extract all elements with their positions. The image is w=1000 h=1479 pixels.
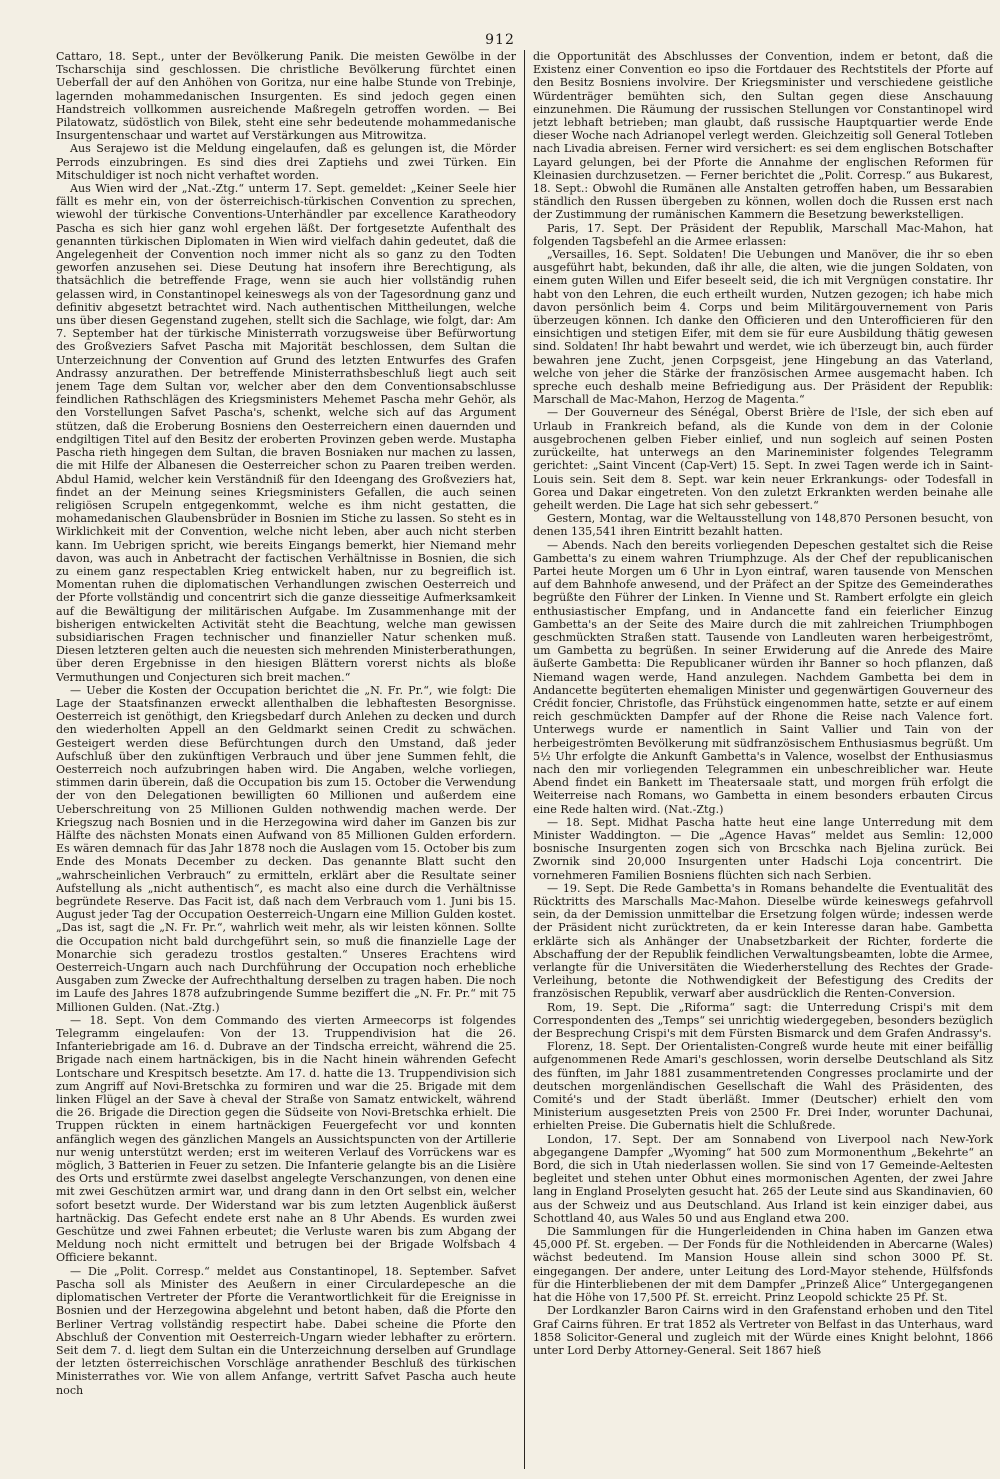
- paragraph: London, 17. Sept. Der am Sonnabend von Liverpool nach New-York abgegangene Dampfer „Wyoming“ hat 500 zum Mormonenthum „Bekehrte“ an Bord, die sich in Utah niederlassen wollen. Sie sind von 17 Gemeinde-Aeltesten begleitet und stehen unter Obhut eines mormonischen Agenten, der zwei Jahre lang in England Proselyten gesucht hat. 265 der Leute sind aus Skandinavien, 60 aus der Schweiz und aus Deutschland. Aus Irland ist kein einziger dabei, aus Schottland 40, aus Wales 50 und aus England etwa 200.: [533, 1132, 993, 1225]
- paragraph: — Der Gouverneur des Sénégal, Oberst Brière de l'Isle, der sich eben auf Urlaub in Frankreich befand, als die Kunde von dem in der Colonie ausgebrochenen gelben Fieber einlief, und nun sogleich auf seinen Posten zurückeilte, hat unterwegs an den Marineminister folgendes Telegramm gerichtet: „Saint Vincent (Cap-Vert) 15. Sept. In zwei Tagen werde ich in Saint-Louis sein. Seit dem 8. Sept. war kein neuer Erkrankungs- oder Todesfall in Gorea und Dakar eingetreten. Von den zuletzt Erkrankten werden beinahe alle geheilt werden. Die Lage hat sich sehr gebessert.“: [533, 406, 993, 512]
- article-columns: [56, 50, 993, 1469]
- left-column: [56, 50, 516, 1469]
- paragraph: Paris, 17. Sept. Der Präsident der Republik, Marschall Mac-Mahon, hat folgenden Tagsbefehl an die Armee erlassen:: [533, 221, 993, 248]
- paragraph: Rom, 19. Sept. Die „Riforma“ sagt: die Unterredung Crispi's mit dem Correspondenten des „Temps“ sei unrichtig wiedergegeben, besonders bezüglich der Besprechung Crispi's mit dem Fürsten Bismarck und dem Grafen Andrassy's.: [533, 1000, 993, 1041]
- paragraph: „Versailles, 16. Sept. Soldaten! Die Uebungen und Manöver, die ihr so eben ausgeführt habt, bekunden, daß ihr alle, die alten, wie die jungen Soldaten, von einem guten Willen und Eifer beseelt seid, die ich mit Vergnügen constatire. Ihr habt von den Lehren, die euch ertheilt wurden, Nutzen gezogen; ich habe mich davon persönlich beim 4. Corps und beim Militärgouvernement von Paris überzeugen können. Ich danke den Officieren und den Unterofficieren für den einsichtigen und stetigen Eifer, mit dem sie für eure Ausbildung thätig gewesen sind. Soldaten! Ihr habt bewahrt und werdet, wie ich überzeugt bin, auch fürder bewahren jene Zucht, jenen Corpsgeist, jene Hingebung an das Vaterland, welche von jeher die Stärke der französischen Armee ausgemacht haben. Ich spreche euch deshalb meine Befriedigung aus. Der Präsident der Republik: Marschall de Mac-Mahon, Herzog de Magenta.“: [533, 248, 993, 407]
- paragraph: — 18. Sept. Midhat Pascha hatte heut eine lange Unterredung mit dem Minister Waddington. — Die „Agence Havas“ meldet aus Semlin: 12,000 bosnische Insurgenten zogen sich von Brcschka nach Bjelina zurück. Bei Zwornik sind 20,000 Insurgenten unter Hadschi Loja concentrirt. Die vornehmeren Familien Bosniens flüchten sich nach Serbien.: [533, 815, 993, 882]
- paragraph: — Abends. Nach den bereits vorliegenden Depeschen gestaltet sich die Reise Gambetta's zu einem wahren Triumphzuge. Als der Chef der republicanischen Partei heute Morgen um 6 Uhr in Lyon eintraf, waren tausende von Menschen auf dem Bahnhofe anwesend, und der Präfect an der Spitze des Gemeinderathes begrüßte den Führer der Linken. In Vienne und St. Rambert erfolgte ein gleich enthusiastischer Empfang, und in Andancette fand ein feierlicher Einzug Gambetta's an der Seite des Maire durch die mit zahlreichen Triumphbogen geschmückten Straßen statt. Tausende von Landleuten waren herbeigeströmt, um Gambetta zu begrüßen. In seiner Erwiderung auf die Anrede des Maire äußerte Gambetta: Die Republicaner würden ihr Banner so hoch pflanzen, daß Niemand wagen werde, Hand anzulegen. Nachdem Gambetta bei dem in Andancette begüterten ehemaligen Minister und gegenwärtigen Gouverneur des Crédit foncier, Christofle, das Frühstück eingenommen hatte, setzte er auf einem reich geschmückten Dampfer auf der Rhone die Reise nach Valence fort. Unterwegs wurde er namentlich in Saint Vallier und Tain von der herbeigeströmten Bevölkerung mit südfranzösischem Enthusiasmus begrüßt. Um 5½ Uhr erfolgte die Ankunft Gambetta's in Valence, woselbst der Enthusiasmus nach den mir vorliegenden Telegrammen ein unbeschreiblicher war. Heute Abend findet ein Bankett im Theatersaale statt, und morgen früh erfolgt die Weiterreise nach Romans, wo Gambetta in einem besonders erbauten Circus eine Rede halten wird. (Nat.-Ztg.): [533, 538, 993, 816]
- paragraph: Florenz, 18. Sept. Der Orientalisten-Congreß wurde heute mit einer beifällig aufgenommenen Rede Amari's geschlossen, worin derselbe Deutschland als Sitz des fünften, im Jahr 1881 zusammentretenden Congresses proclamirte und der deutschen morgenländischen Gesellschaft die Wahl des Präsidenten, des Comité's und der Stadt überläßt. Immer (Deutscher) erhielt den vom Ministerium ausgesetzten Preis von 2500 Fr. Drei Inder, worunter Dachunai, erhielten Preise. Die Gubernatis hielt die Schlußrede.: [533, 1040, 993, 1133]
- paragraph: die Opportunität des Abschlusses der Convention, indem er betont, daß die Existenz einer Convention eo ipso die Fortdauer des Rechtstitels der Pforte auf den Besitz Bosniens involvire. Der Kriegsminister und verschiedene geistliche Würdenträger bemühten sich, den Sultan gegen diese Anschauung einzunehmen. Die Räumung der russischen Stellungen vor Constantinopel wird jetzt lebhaft betrieben; man glaubt, daß russische Hauptquartier werde Ende dieser Woche nach Adrianopel verlegt werden. Gleichzeitig soll General Totleben nach Livadia abreisen. Ferner wird versichert: es sei dem englischen Botschafter Layard gelungen, bei der Pforte die Annahme der englischen Reformen für Kleinasien durchzusetzen. — Ferner berichtet die „Polit. Corresp.“ aus Bukarest, 18. Sept.: Obwohl die Rumänen alle Anstalten getroffen haben, um Bessarabien ständlich den Russen übergeben zu können, wollen doch die Russen erst nach der Zustimmung der rumänischen Kammern die Besetzung bewerkstelligen.: [533, 50, 993, 222]
- paragraph: — 18. Sept. Von dem Commando des vierten Armeecorps ist folgendes Telegramm eingelaufen: Von der 13. Truppendivision hat die 26. Infanteriebrigade am 16. d. Dubrave an der Tindscha erreicht, während die 25. Brigade nach einem hartnäckigen, bis in die Nacht hinein währenden Gefecht Lontschare und Krespitsch besetzte. Am 17. d. hatte die 13. Truppendivision sich zum Angriff auf Novi-Bretschka zu formiren und war die 25. Brigade mit dem linken Flügel an der Save à cheval der Straße von Samatz entwickelt, während die 26. Brigade die Direction gegen die Südseite von Novi-Bretschka erhielt. Die Truppen rückten in einem hartnäckigen Feuergefecht vor und konnten anfänglich wegen des gänzlichen Mangels an Aussichtspuncten von der Artillerie nur wenig unterstützt werden; erst im weiteren Verlauf des Vorrückens war es möglich, 3 Batterien in Feuer zu setzen. Die Infanterie gelangte bis an die Lisière des Orts und erstürmte zwei daselbst angelegte Verschanzungen, von denen eine mit zwei Geschützen armirt war, und drang dann in den Ort selbst ein, welcher sofort besetzt wurde. Der Widerstand war bis zum letzten Augenblick äußerst hartnäckig. Das Gefecht endete erst nahe an 8 Uhr Abends. Es wurden zwei Geschütze und zwei Fahnen erbeutet; die Verluste waren bis zum Abgang der Meldung noch nicht ermittelt und betrugen bei der Brigade Wolfsbach 4 Officiere bekannt.: [56, 1013, 516, 1265]
- paragraph: Aus Wien wird der „Nat.-Ztg.“ unterm 17. Sept. gemeldet: „Keiner Seele hier fällt es mehr ein, von der österreichisch-türkischen Convention zu sprechen, wiewohl der türkische Conventions-Unterhändler par excellence Karatheodory Pascha es sich hier ganz wohl ergehen läßt. Der fortgesetzte Aufenthalt des genannten türkischen Diplomaten in Wien wird vielfach dahin gedeutet, daß die Angelegenheit der Convention noch immer nicht als so ganz zu den Todten geworfen anzusehen sei. Diese Deutung hat insofern ihre Berechtigung, als thatsächlich die betreffende Frage, wenn sie auch hier vollständig ruhen gelassen wird, in Constantinopel keineswegs als von der Tagesordnung ganz und definitiv abgesetzt betrachtet wird. Nach authentischen Mittheilungen, welche uns über diesen Gegenstand zugehen, stellt sich die Sachlage, wie folgt, dar: Am 7. September hat der türkische Ministerrath vorzugsweise über Befürwortung des Großveziers Safvet Pascha mit Majorität beschlossen, dem Sultan die Unterzeichnung der Convention auf Grund des letzten Entwurfes des Grafen Andrassy anzurathen. Der betreffende Ministerrathsbeschluß liegt auch seit jenem Tage dem Sultan vor, welcher aber den dem Conventionsabschlusse feindlichen Rathschlägen des Kriegsministers Mehemet Pascha mehr Gehör, als den Vorstellungen Safvet Pascha's, schenkt, welche sich auf das Argument stützen, daß die Eroberung Bosniens den Oesterreichern einen dauernden und endgiltigen Titel auf den Besitz der eroberten Provinzen geben werde. Mustapha Pascha rieth hingegen dem Sultan, die braven Bosniaken nur machen zu lassen, die mit Hilfe der Albanesen die Oesterreicher schon zu Paaren treiben werden. Abdul Hamid, welcher kein Verständniß für den Ideengang des Großveziers hat, findet an der Meinung seines Kriegsministers Gefallen, die auch seinen religiösen Scrupeln entgegenkommt, welche es ihm nicht gestatten, die mohamedanischen Glaubensbrüder in Bosnien im Stiche zu lassen. So steht es in Wirklichkeit mit der Convention, welche nicht leben, aber auch nicht sterben kann. Im Uebrigen spricht, wie bereits Eingangs bemerkt, hier Niemand mehr davon, was auch in Anbetracht der factischen Verhältnisse in Bosnien, die sich zu einem ganz respectablen Krieg entwickelt haben, nur zu begreiflich ist. Momentan ruhen die diplomatischen Verhandlungen zwischen Oesterreich und der Pforte vollständig und concentrirt sich die ganze diesseitige Aufmerksamkeit auf die Bewältigung der militärischen Aufgabe. Im Zusammenhange mit der bisherigen entwickelten Activität steht die Beachtung, welche man gewissen subsidiarischen Fragen technischer und finanzieller Natur schenken muß. Diesen letzteren gelten auch die neuesten sich mehrenden Ministerberathungen, über deren Ergebnisse in den hiesigen Blättern vorerst nichts als bloße Vermuthungen und Conjecturen sich breit machen.“: [56, 182, 516, 684]
- paragraph: — 19. Sept. Die Rede Gambetta's in Romans behandelte die Eventualität des Rücktritts des Marschalls Mac-Mahon. Dieselbe würde keineswegs gefahrvoll sein, da der Demission unmittelbar die Ersetzung folgen würde; indessen werde der Präsident nicht zurücktreten, da er kein Interesse daran habe. Gambetta erklärte sich als Anhänger der Unabsetzbarkeit der Richter, forderte die Abschaffung der der Republik feindlichen Verwaltungsbeamten, lobte die Armee, verlangte für die Universitäten die Wiederherstellung des Rechtes der Grade-Verleihung, betonte die Nothwendigkeit der Befestigung des Credits der französischen Republik, verwarf aber ausdrücklich die Renten-Conversion.: [533, 881, 993, 1001]
- column-divider: [524, 50, 525, 1469]
- paragraph: Gestern, Montag, war die Weltausstellung von 148,870 Personen besucht, von denen 135,541 ihren Eintritt bezahlt hatten.: [533, 512, 993, 539]
- page-number: 912: [485, 32, 515, 48]
- paragraph: — Die „Polit. Corresp.“ meldet aus Constantinopel, 18. September. Safvet Pascha soll als Minister des Aeußern in einer Circulardepesche an die diplomatischen Vertreter der Pforte die Verantwortlichkeit für die Ereignisse in Bosnien und der Herzegowina abgelehnt und betont haben, daß die Pforte den Berliner Vertrag vollständig respectirt habe. Dabei scheine die Pforte den Abschluß der Convention mit Oesterreich-Ungarn wieder lebhafter zu erörtern. Seit dem 7. d. liegt dem Sultan ein die Unterzeichnung derselben auf Grundlage der letzten österreichischen Vorschläge anrathender Beschluß des türkischen Ministerrathes vor. Wie von allem Anfange, vertritt Safvet Pascha auch heute noch: [56, 1264, 516, 1397]
- right-column: [533, 50, 993, 1469]
- paragraph: — Ueber die Kosten der Occupation berichtet die „N. Fr. Pr.“, wie folgt: Die Lage der Staatsfinanzen erweckt allenthalben die lebhaftesten Besorgnisse. Oesterreich ist genöthigt, den Kriegsbedarf durch Anlehen zu decken und durch den wiederholten Appell an den Geldmarkt seinen Credit zu schwächen. Gesteigert werden diese Befürchtungen durch den Umstand, daß jeder Aufschluß über den zukünftigen Verbrauch und über jene Summen fehlt, die Oesterreich noch aufzubringen haben wird. Die Angaben, welche vorliegen, stimmen darin überein, daß die Occupation bis zum 15. October die Verwendung der von den Delegationen bewilligten 60 Millionen und außerdem eine Ueberschreitung von 25 Millionen Gulden nothwendig machen werde. Der Kriegszug nach Bosnien und in die Herzegowina wird daher im Ganzen bis zur Hälfte des nächsten Monats einen Aufwand von 85 Millionen Gulden erfordern. Es wären demnach für das Jahr 1878 noch die Auslagen vom 15. October bis zum Ende des Monats December zu decken. Das genannte Blatt sucht den „wahrscheinlichen Verbrauch“ zu ermitteln, erklärt aber die Resultate seiner Aufstellung als „nicht authentisch“, es macht also eine durch die Verhältnisse begründete Reserve. Das Facit ist, daß nach dem Verbrauch vom 1. Juni bis 15. August jeder Tag der Occupation Oesterreich-Ungarn eine Million Gulden kostet. „Das ist, sagt die „N. Fr. Pr.“, wahrlich weit mehr, als wir leisten können. Sollte die Occupation nicht bald durchgeführt sein, so muß die finanzielle Lage der Monarchie sich geradezu trostlos gestalten.“ Unseres Erachtens wird Oesterreich-Ungarn auch nach Durchführung der Occupation noch erhebliche Ausgaben zum Zwecke der Aufrechthaltung derselben zu tragen haben. Die noch im Laufe des Jahres 1878 aufzubringende Summe beziffert die „N. Fr. Pr.“ mit 75 Millionen Gulden. (Nat.-Ztg.): [56, 683, 516, 1014]
- paragraph: Aus Serajewo ist die Meldung eingelaufen, daß es gelungen ist, die Mörder Perrods einzubringen. Es sind dies drei Zaptiehs und zwei Türken. Ein Mitschuldiger ist noch nicht verhaftet worden.: [56, 142, 516, 182]
- paragraph: Der Lordkanzler Baron Cairns wird in den Grafenstand erhoben und den Titel Graf Cairns führen. Er trat 1852 als Vertreter von Belfast in das Unterhaus, ward 1858 Solicitor-General und zugleich mit der Würde eines Knight belohnt, 1866 unter Lord Derby Attorney-General. Seit 1867 hieß: [533, 1304, 993, 1357]
- paragraph: Cattaro, 18. Sept., unter der Bevölkerung Panik. Die meisten Gewölbe in der Tscharschija sind geschlossen. Die christliche Bevölkerung fürchtet einen Ueberfall der auf den Anhöhen von Goritza, nur eine halbe Stunde von Trebinje, lagernden mohammedanischen Insurgenten. Es sind jedoch gegen einen Handstreich vollkommen ausreichende Maßregeln getroffen worden. — Bei Pilatowatz, südöstlich von Bilek, steht eine sehr bedeutende mohammedanische Insurgentenschaar und wartet auf Verstärkungen aus Mitrowitza.: [56, 50, 516, 143]
- paragraph: Die Sammlungen für die Hungerleidenden in China haben im Ganzen etwa 45,000 Pf. St. ergeben. — Der Fonds für die Nothleidenden in Abercarne (Wales) wächst bedeutend. Im Mansion House allein sind schon 3000 Pf. St. eingegangen. Der andere, unter Leitung des Lord-Mayor stehende, Hülfsfonds für die Hinterbliebenen der mit dem Dampfer „Prinzeß Alice“ Untergegangenen hat die Höhe von 17,500 Pf. St. erreicht. Prinz Leopold schickte 25 Pf. St.: [533, 1225, 993, 1305]
